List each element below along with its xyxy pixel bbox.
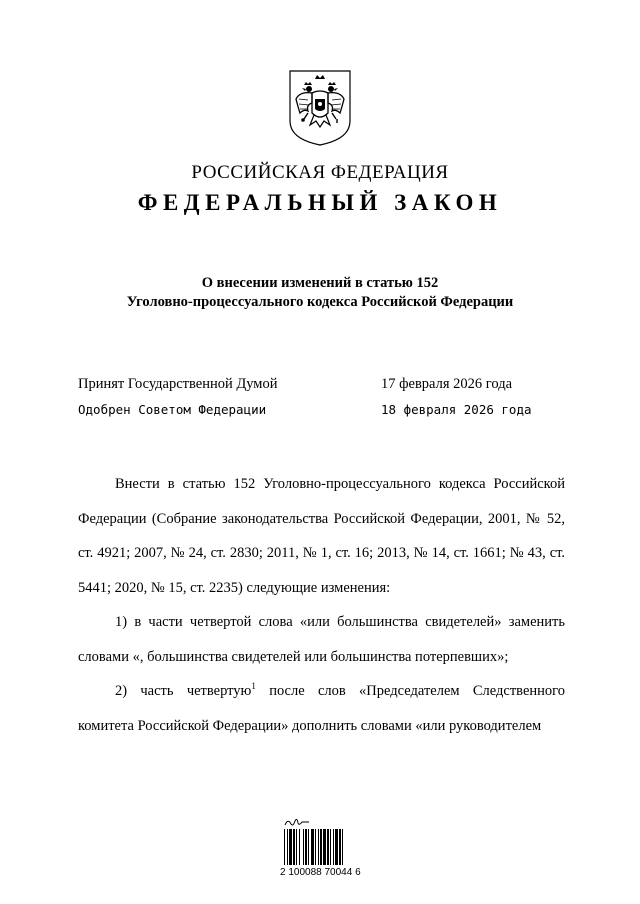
barcode-bar [318,829,319,865]
barcode-bar [296,829,297,865]
barcode-bar [335,829,338,865]
item-2-text [78,674,565,743]
barcode-bar [303,829,304,865]
approved-date: 18 февраля 2026 года [381,402,532,417]
barcode-bar [308,829,309,865]
barcode-bar [299,829,300,865]
item-2-start: 2) часть четвертую [115,683,252,699]
document-type-heading: ФЕДЕРАЛЬНЫЙ ЗАКОН [137,190,503,215]
item-2-rest: после слов «Председателем Следственного комитета Российской Федерации» дополнить словами «или руководителем [78,683,565,734]
adoption-row-council [78,402,558,422]
double-headed-eagle-icon [288,69,352,147]
barcode-bar [311,829,314,865]
barcode-bar [305,829,307,865]
footnote-superscript: 1 [251,681,256,692]
approved-by-label: Одобрен Советом Федерации [78,402,267,417]
barcode-bar [342,829,343,865]
intro-text: Внести в статью 152 Уголовно-процессуального кодекса Российской Федерации (Собрание законодательства Российской Федерации, 2001, № 52, ст. 4921; 2007, № 24, ст. 2830; 2011, № 1, ст. 16; 2013, № 14, ст. 1661; № 43, ст. 5441; 2020, № 15, ст. 2235) следующие изменения: [78,476,565,596]
body-paragraph-item-2 [78,674,565,743]
barcode-digits: 2 100088 70044 6 [280,867,361,878]
barcode-bar [323,829,326,865]
signature-mark-icon [284,816,310,828]
adopted-date: 17 февраля 2026 года [381,376,513,392]
barcode-bar [339,829,341,865]
item-1-text: 1) в части четвертой слова «или большинства свидетелей» заменить словами «, большинства свидетелей или большинства потерпевших»; [78,614,565,665]
barcode-bar [289,829,292,865]
country-heading: РОССИЙСКАЯ ФЕДЕРАЦИЯ [191,162,449,183]
body-paragraph-intro [78,467,565,605]
barcode-bar [293,829,295,865]
barcode-bars [284,829,356,865]
adoption-row-duma [78,376,558,396]
barcode-bar [327,829,329,865]
barcode-bar [287,829,288,865]
state-emblem [288,69,352,147]
law-title [0,274,640,312]
barcode-bar [284,829,285,865]
adopted-by-label: Принят Государственной Думой [78,376,278,392]
law-title-line-1: О внесении изменений в статью 152 [201,275,439,291]
law-title-line-2: Уголовно-процессуального кодекса Российской Федерации [126,294,514,310]
body-paragraph-item-1 [78,605,565,674]
barcode-bar [320,829,322,865]
barcode-bar [333,829,334,865]
barcode-bar [330,829,331,865]
barcode-bar [315,829,316,865]
document-barcode [280,816,360,880]
